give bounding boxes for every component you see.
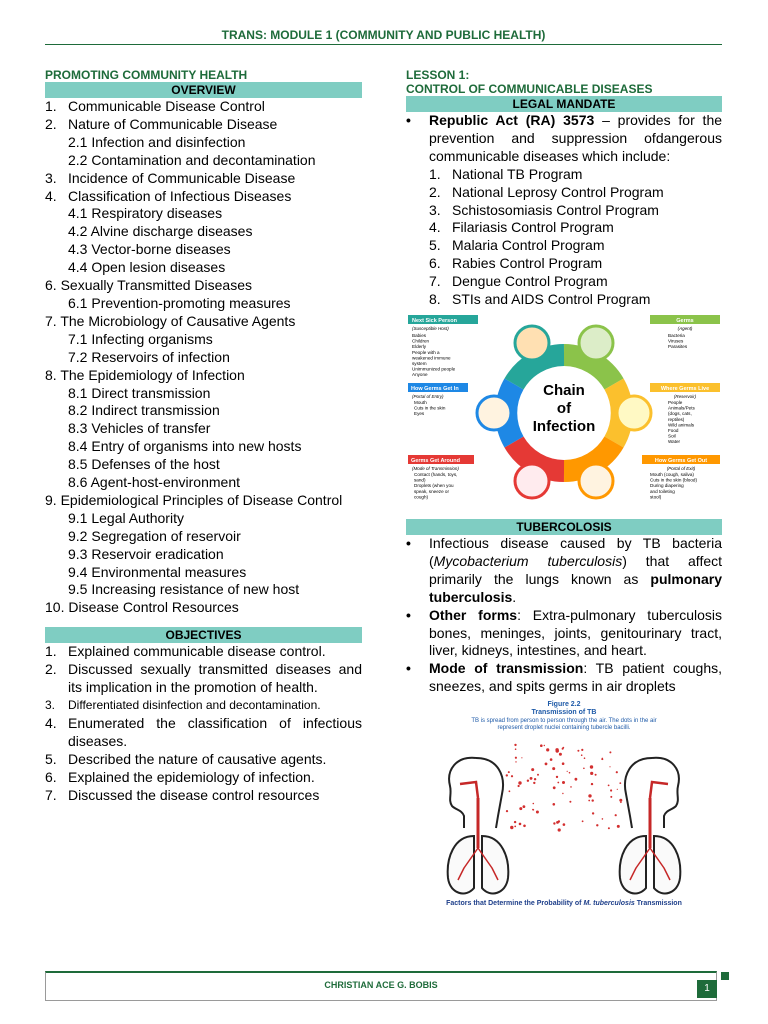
item-number: 7. [45, 786, 57, 803]
overview-subitem: 7.2 Reservoirs of infection [68, 348, 230, 365]
around-sub: (Mode of Transmission) [412, 465, 459, 471]
overview-subitem: 7.1 Infecting organisms [68, 330, 213, 347]
droplet [555, 748, 558, 751]
droplet [544, 745, 545, 746]
germs-label: Germs [676, 317, 694, 324]
objective-item [45, 715, 362, 751]
overview-subitem: 8.3 Vehicles of transfer [68, 420, 211, 437]
overview-subitem: 9.5 Increasing resistance of new host [68, 581, 300, 598]
droplet [545, 763, 548, 766]
chain-item: Droplets (when you [414, 483, 454, 489]
right-lung-r [654, 836, 680, 893]
chain-item: Bacteria [668, 332, 685, 338]
next-sick-sub: (Susceptible Host) [412, 325, 449, 331]
figure-desc-2: represent droplet nuclei containing tubercle bacilli. [497, 725, 631, 732]
tb-transmission-figure [406, 698, 722, 908]
droplet [596, 824, 598, 826]
droplet [531, 778, 532, 779]
droplet [557, 782, 559, 784]
lesson-title: CONTROL OF COMMUNICABLE DISEASES [406, 82, 653, 96]
chain-item: and toileting [650, 488, 675, 494]
program-item [429, 273, 722, 291]
chain-item: Food [668, 427, 679, 433]
droplet [527, 780, 529, 782]
get-in-label: How Germs Get In [411, 385, 459, 392]
overview-item [45, 170, 362, 188]
droplet [608, 785, 610, 787]
droplet [581, 749, 583, 751]
droplet [534, 778, 536, 780]
droplet [615, 814, 617, 816]
overview-item [45, 116, 362, 134]
droplet [515, 749, 517, 751]
item-text: National TB Program [452, 165, 583, 182]
item-text: Differentiated disinfection and decontamination. [68, 698, 321, 712]
ra-bullet [406, 112, 722, 166]
item-number: 3. [45, 169, 57, 186]
droplet [577, 750, 579, 752]
tb-bullet-3 [406, 660, 722, 696]
program-item [429, 202, 722, 220]
overview-subitem: 4.1 Respiratory diseases [68, 205, 223, 222]
tb-text-3: Mode of transmission: TB patient coughs, sneezes, and spits germs in air droplets [429, 660, 723, 695]
item-text: Explained communicable disease control. [68, 643, 326, 660]
droplet [619, 799, 622, 802]
program-item [429, 219, 722, 237]
droplet [553, 787, 556, 790]
overview-subitem: 9.3 Reservoir eradication [68, 545, 224, 562]
left-lung-l [448, 836, 474, 893]
overview-item: 9. Epidemiological Principles of Disease Control [45, 491, 343, 508]
overview-subitem: 9.1 Legal Authority [68, 509, 184, 526]
objectives-list [45, 643, 362, 804]
droplet [562, 748, 564, 750]
overview-subitem: 9.4 Environmental measures [68, 563, 247, 580]
out-sub: (Portal of Exit) [666, 465, 696, 471]
chain-item: People with a [412, 349, 440, 355]
objective-item [45, 769, 362, 787]
droplet [518, 785, 520, 787]
overview-bar: OVERVIEW [45, 82, 362, 98]
droplet [556, 776, 558, 778]
footer-author: CHRISTIAN ACE G. BOBIS [324, 980, 438, 990]
droplet [588, 794, 591, 797]
overview-subitem: 6.1 Prevention-promoting measures [68, 294, 291, 311]
droplet [514, 744, 516, 746]
overview-subitem: 4.3 Vector-borne diseases [68, 241, 231, 258]
item-text: Discussed the disease control resources [68, 786, 320, 803]
legal-mandate-bar: LEGAL MANDATE [406, 96, 722, 112]
droplet [558, 829, 561, 832]
droplet [511, 775, 513, 777]
droplet [559, 753, 562, 756]
chain-item: Animals/Pets [668, 405, 695, 411]
bullet-icon: • [406, 112, 411, 128]
droplet [537, 774, 539, 776]
chain-item: Water [668, 439, 681, 445]
droplet [616, 771, 618, 773]
droplet [581, 755, 583, 757]
chain-item: Cuts in the skin [414, 405, 446, 411]
droplet [570, 786, 572, 788]
droplet [536, 811, 539, 814]
droplet [609, 752, 611, 754]
objective-item [45, 697, 362, 715]
item-text: Discussed sexually transmitted diseases and its implication in the promotion of health. [68, 661, 362, 696]
droplet [569, 801, 571, 803]
chain-item: Viruses [668, 338, 684, 344]
overview-item: 7. The Microbiology of Causative Agents [45, 312, 296, 329]
item-number: 8. [429, 291, 441, 308]
droplet [553, 803, 556, 806]
item-number: 2. [45, 115, 57, 132]
objective-item [45, 661, 362, 697]
droplet [518, 781, 521, 784]
host-bubble [515, 326, 549, 360]
reservoir-bubble [617, 396, 651, 430]
next-sick-label: Next Sick Person [412, 317, 457, 324]
lesson-number: LESSON 1: [406, 68, 470, 82]
item-number: 5. [429, 237, 441, 254]
item-number: 1. [429, 165, 441, 182]
droplet [550, 758, 553, 761]
droplet [620, 802, 622, 804]
item-number: 6. [45, 768, 57, 785]
chain-item: People [668, 399, 683, 405]
droplet [617, 825, 620, 828]
program-item [429, 166, 722, 184]
item-number: 4. [45, 187, 57, 204]
droplet [591, 783, 593, 785]
droplet [610, 796, 612, 798]
droplet [617, 789, 618, 790]
droplet [563, 823, 566, 826]
item-number: 1. [45, 643, 57, 660]
droplet [523, 805, 526, 808]
droplet [556, 821, 559, 824]
item-number: 3. [45, 698, 56, 712]
objective-item [45, 787, 362, 805]
droplet [515, 757, 517, 759]
chain-item: Wild animals [668, 422, 695, 428]
item-text: Described the nature of causative agents. [68, 750, 327, 767]
chain-item: speak, sneeze or [414, 488, 449, 494]
item-text: Communicable Disease Control [68, 98, 265, 114]
page-number: 1 [697, 980, 717, 998]
droplet [540, 745, 543, 748]
droplet [582, 821, 584, 823]
program-item [429, 291, 722, 309]
right-head-outline [652, 758, 679, 828]
live-sub: (Reservoir) [673, 393, 697, 399]
droplet [553, 822, 555, 824]
chain-item: sand) [414, 477, 426, 483]
chain-item: Contact (hands, toys, [414, 471, 458, 477]
program-item [429, 237, 722, 255]
droplet [514, 821, 516, 823]
overview-subitem: 2.2 Contamination and decontamination [68, 151, 316, 168]
tb-text-2: Other forms: Extra-pulmonary tuberculosis bones, meninges, joints, genitourinary tract, liver, kidneys, intestines, and heart. [429, 606, 723, 659]
droplet [515, 761, 516, 762]
overview-item: 6. Sexually Transmitted Diseases [45, 277, 252, 294]
item-number: 4. [429, 219, 441, 236]
figure-desc-1: TB is spread from person to person through the air. The dots in the air [471, 718, 657, 725]
droplet [552, 767, 555, 770]
figure-title: Transmission of TB [531, 709, 597, 717]
tb-bullet-2 [406, 607, 722, 661]
overview-item: 8. The Epidemiology of Infection [45, 366, 245, 383]
item-number: 7. [429, 273, 441, 290]
tb-text-1: Infectious disease caused by TB bacteria (Mycobacterium tuberculosis) that affect primarily the lungs known as pulmonary tuberculosis. [429, 534, 723, 605]
droplet [610, 790, 612, 792]
droplet [584, 758, 586, 760]
droplet [583, 768, 585, 770]
item-number: 3. [429, 201, 441, 218]
droplet [575, 778, 578, 781]
droplet [595, 774, 597, 776]
program-list [406, 166, 722, 309]
section-title: PROMOTING COMMUNITY HEALTH [45, 68, 248, 82]
entry-bubble [477, 396, 511, 430]
droplet [509, 791, 511, 793]
tuberculosis-bar: TUBERCOLOSIS [406, 519, 722, 535]
chain-item: Unimmunized people [412, 366, 456, 372]
droplet [619, 782, 621, 784]
droplet [519, 807, 522, 810]
item-number: 2. [429, 183, 441, 200]
droplet [562, 781, 565, 784]
droplet [519, 823, 522, 826]
germs-sub: (Agent) [677, 325, 693, 331]
transmission-bubble [515, 464, 549, 498]
overview-subitem: 8.1 Direct transmission [68, 384, 211, 401]
overview-subitem: 9.2 Segregation of reservoir [68, 527, 241, 544]
droplet [510, 826, 513, 829]
chain-item: Children [412, 338, 430, 344]
objectives-bar: OBJECTIVES [45, 627, 362, 643]
bullet-icon: • [406, 660, 411, 677]
chain-item: Parasites [668, 344, 688, 350]
chain-center-2: of [556, 399, 572, 417]
chain-item: reptiles) [668, 416, 685, 422]
live-label: Where Germs Live [660, 385, 710, 392]
overview-subitem: 4.2 Alvine discharge diseases [68, 223, 253, 240]
around-label: Germs Get Around [411, 457, 460, 464]
item-text: Explained the epidemiology of infection. [68, 768, 315, 785]
droplet [567, 771, 568, 772]
overview-item [45, 188, 362, 206]
bullet-icon: • [406, 606, 411, 623]
overview-item [45, 98, 362, 116]
droplet [506, 810, 508, 812]
item-text: STIs and AIDS Control Program [452, 291, 651, 308]
bullet-icon: • [406, 534, 411, 551]
chain-item: Cuts in the skin (blood) [650, 477, 697, 483]
chain-center-1: Chain [543, 381, 585, 399]
droplet [592, 800, 594, 802]
droplet [506, 774, 508, 776]
item-number: 5. [45, 750, 57, 767]
overview-item: 10. Disease Control Resources [45, 599, 239, 616]
item-text: Enumerated the classification of infectious diseases. [68, 714, 362, 749]
droplet [531, 768, 534, 771]
program-item [429, 255, 722, 273]
overview-subitem: 8.5 Defenses of the host [68, 456, 220, 473]
figure-caption: Factors that Determine the Probability of M. tuberculosis Transmission [446, 900, 682, 908]
chain-item: Elderly [412, 344, 427, 350]
right-column [406, 68, 722, 908]
chain-item: Eyes [414, 411, 425, 417]
item-number: 2. [45, 661, 57, 678]
item-text: Incidence of Communicable Disease [68, 169, 296, 186]
item-text: National Leprosy Control Program [452, 183, 664, 200]
droplet [533, 803, 535, 805]
ra-text: Republic Act (RA) 3573 – provides for the prevention and suppression ofdangerous communicable diseases which include: [429, 112, 723, 164]
droplet [602, 818, 604, 820]
out-label: How Germs Get Out [654, 457, 708, 464]
chain-item: system [412, 360, 427, 366]
droplet [546, 748, 549, 751]
germs-bubble [579, 326, 613, 360]
droplet [508, 771, 510, 773]
overview-subitem: 8.4 Entry of organisms into new hosts [68, 438, 302, 455]
item-text: Schistosomiasis Control Program [452, 201, 659, 218]
left-lung-r [482, 836, 508, 893]
droplet [523, 825, 526, 828]
get-in-sub: (Portal of Entry) [412, 393, 444, 399]
exit-bubble [579, 464, 613, 498]
item-text: Rabies Control Program [452, 255, 603, 272]
tb-bullet-1 [406, 535, 722, 607]
chain-item: Anyone [412, 372, 428, 378]
chain-item: stool) [650, 494, 662, 500]
figure-number: Figure 2.2 [547, 701, 581, 709]
item-text: Nature of Communicable Disease [68, 115, 278, 132]
objective-item [45, 643, 362, 661]
item-number: 1. [45, 98, 57, 114]
droplet [533, 782, 535, 784]
item-number: 6. [429, 255, 441, 272]
chain-item: weakened immune [412, 355, 451, 361]
overview-subitem: 8.6 Agent-host-environment [68, 474, 240, 491]
droplet [521, 757, 522, 758]
footer-corner-mark [721, 972, 729, 980]
droplet [590, 765, 593, 768]
item-text: Filariasis Control Program [452, 219, 614, 236]
chain-item: Mouth [414, 399, 427, 405]
overview-list [45, 98, 362, 617]
chain-item: During diapering [650, 483, 684, 489]
objective-item [45, 751, 362, 769]
droplet [609, 766, 610, 767]
item-text: Dengue Control Program [452, 273, 608, 290]
droplet [562, 793, 563, 794]
page-header: TRANS: MODULE 1 (COMMUNITY AND PUBLIC HEALTH) [221, 28, 546, 42]
droplet [608, 827, 610, 829]
chain-item: Mouth (cough, saliva) [650, 471, 694, 477]
program-item [429, 184, 722, 202]
overview-subitem: 4.4 Open lesion diseases [68, 259, 226, 276]
droplet [601, 758, 603, 760]
item-text: Classification of Infectious Diseases [68, 187, 292, 204]
header-rule [45, 44, 722, 45]
chain-item: (dogs, cats, [668, 411, 692, 417]
droplet [562, 763, 565, 766]
chain-center-3: Infection [532, 417, 596, 435]
droplet-nuclei [506, 744, 623, 832]
item-number: 4. [45, 714, 57, 731]
droplet [569, 772, 571, 774]
chain-of-infection-diagram [406, 313, 722, 513]
droplet [514, 826, 516, 828]
chain-item: cough) [414, 494, 429, 500]
droplet [590, 772, 593, 775]
chain-item: Soil [668, 433, 676, 439]
droplet [592, 812, 594, 814]
overview-subitem: 2.1 Infection and disinfection [68, 133, 246, 150]
droplet [532, 809, 534, 811]
right-lung-l [620, 836, 646, 893]
item-text: Malaria Control Program [452, 237, 605, 254]
chain-item: Babies [412, 332, 427, 338]
left-head-outline [449, 758, 476, 828]
left-column [45, 68, 362, 804]
droplet [588, 800, 590, 802]
overview-subitem: 8.2 Indirect transmission [68, 402, 220, 419]
